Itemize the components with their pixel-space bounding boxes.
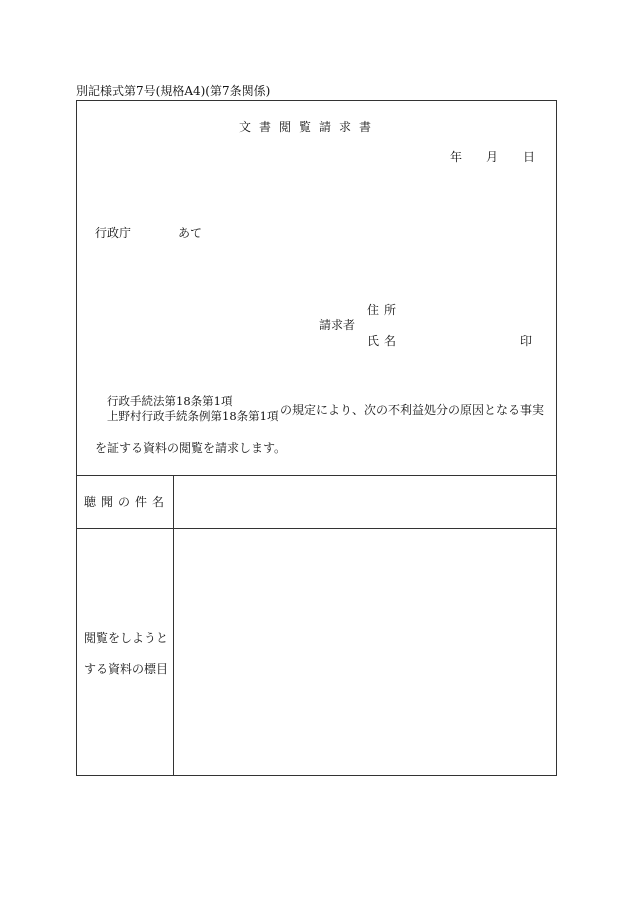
law-option-village: 上野村行政手続条例第18条第1項 [107, 409, 279, 423]
request-sentence-line2: を証する資料の閲覧を請求します。 [95, 441, 287, 455]
date-year-label: 年 [450, 150, 463, 164]
date-month-label: 月 [486, 150, 499, 164]
addressee-suffix: あて [178, 226, 203, 240]
table-middle-rule [77, 528, 556, 529]
hearing-title-label: 聴聞の件名 [84, 495, 170, 509]
document-list-label-line2: する資料の標目 [84, 662, 169, 676]
table-column-divider [173, 475, 174, 775]
request-sentence-line1: の規定により、次の不利益処分の原因となる事実 [280, 403, 545, 417]
table-top-rule [77, 475, 556, 476]
date-day-label: 日 [523, 150, 536, 164]
addressee-agency: 行政庁 [95, 226, 132, 240]
seal-mark: 印 [520, 334, 533, 348]
form-title: 文書閲覧請求書 [239, 120, 380, 134]
requester-label: 請求者 [319, 318, 356, 332]
request-form [76, 100, 557, 776]
hearing-title-field[interactable] [181, 495, 547, 515]
name-label: 氏名 [367, 334, 402, 348]
address-label: 住所 [367, 303, 402, 317]
document-list-label-line1: 閲覧をしようと [84, 631, 169, 645]
form-number-label: 別記様式第7号(規格A4)(第7条関係) [76, 84, 271, 98]
document-list-field[interactable] [181, 537, 547, 767]
law-option-national: 行政手続法第18条第1項 [107, 394, 233, 408]
